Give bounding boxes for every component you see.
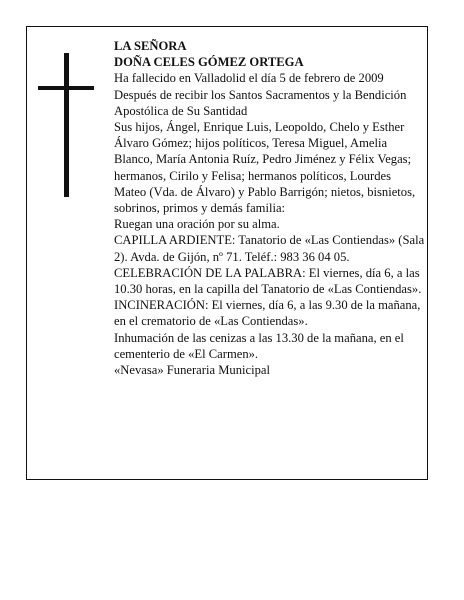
deceased-name: DOÑA CELES GÓMEZ ORTEGA <box>114 55 304 70</box>
death-announcement: Ha fallecido en Valladolid el día 5 de febrero de 2009 <box>114 71 384 86</box>
sacraments-line: Después de recibir los Santos Sacramentos y la Bendición Apostólica de Su Santidad <box>114 87 407 118</box>
prayer-request: Ruegan una oración por su alma. <box>114 217 280 232</box>
chapel-info: CAPILLA ARDIENTE: Tanatorio de «Las Contiendas» (Sala 2). Avda. de Gijón, nº 71. Teléf.: 983 36 04 05. <box>114 233 425 264</box>
burial-info: Inhumación de las cenizas a las 13.30 de la mañana, en el cementerio de «El Carmen». <box>114 330 404 361</box>
cremation-info: INCINERACIÓN: El viernes, día 6, a las 9.30 de la mañana, en el crematorio de «Las Contiendas». <box>114 298 421 329</box>
cross-vertical-bar <box>64 53 69 197</box>
family-list: Sus hijos, Ángel, Enrique Luis, Leopoldo, Chelo y Esther Álvaro Gómez; hijos políticos, Teresa Miguel, Amelia Blanco, María Antonia Ruíz, Pedro Jiménez y Félix Vegas; hermanos, Cirilo y Felisa; hermanos políticos, Lourdes Mateo (Vda. de Álvaro) y Pablo Barrigón; nietos, bisnietos, sobrinos, primos y demás familia: <box>114 120 416 216</box>
ceremony-info: CELEBRACIÓN DE LA PALABRA: El viernes, día 6, a las 10.30 horas, en la capilla del Tanatorio de «Las Contiendas». <box>114 265 422 297</box>
funeral-home: «Nevasa» Funeraria Municipal <box>114 363 270 378</box>
notice-text <box>114 38 426 378</box>
cross-horizontal-bar <box>38 86 94 90</box>
notice-title: LA SEÑORA <box>114 39 187 53</box>
obituary-notice <box>26 26 428 480</box>
cross-icon <box>38 53 94 197</box>
